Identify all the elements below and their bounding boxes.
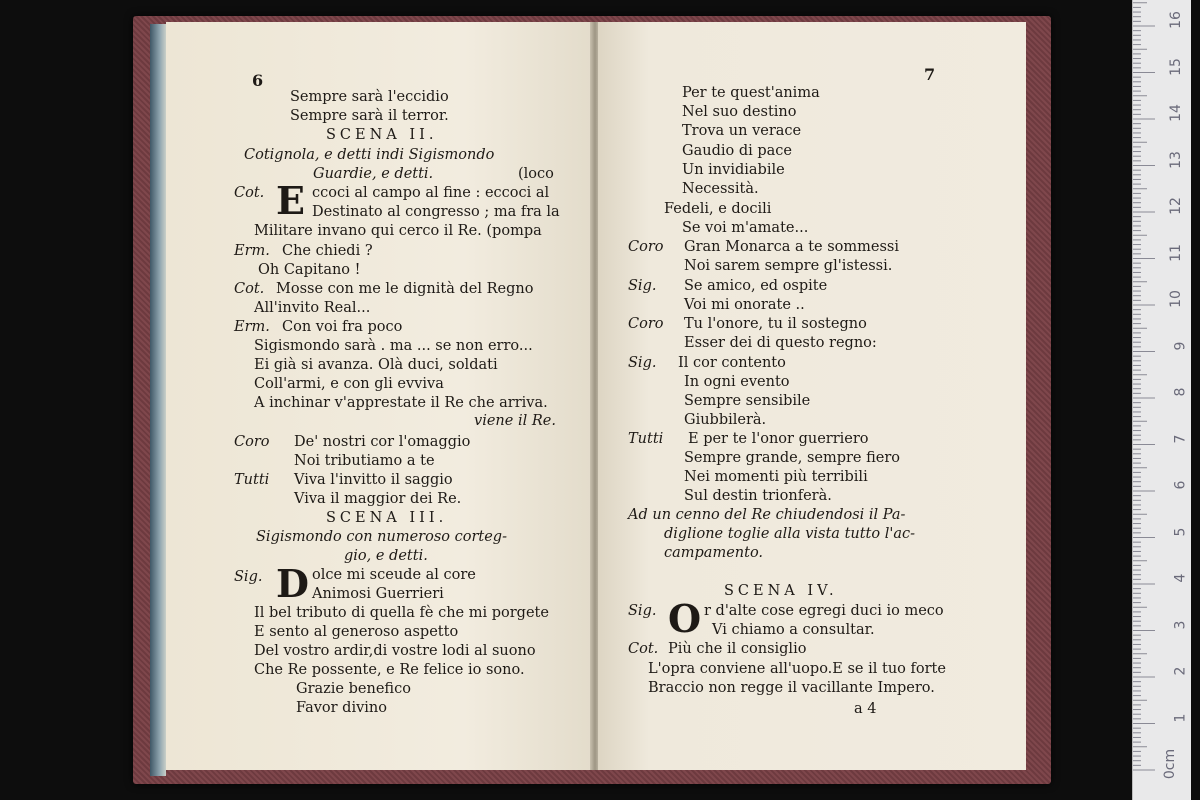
- ruler-label: 6: [1172, 480, 1189, 490]
- text-line: Grazie benefico: [296, 681, 411, 697]
- ruler-label: 15: [1168, 57, 1185, 76]
- text-line: Viva l'invitto il saggio: [294, 472, 453, 488]
- text-line: In ogni evento: [684, 374, 790, 390]
- text-line: Nei momenti più terribili: [684, 469, 868, 485]
- speaker-label: Sig.: [628, 603, 657, 619]
- ruler-label: 9: [1172, 341, 1189, 350]
- text-line: olce mi sceude al core: [312, 567, 476, 583]
- text-line: ccoci al campo al fine : eccoci al: [312, 185, 550, 201]
- text-line: Animosi Guerrieri: [312, 586, 444, 602]
- speaker-label: Sig.: [628, 278, 657, 294]
- ruler-label: 12: [1168, 197, 1185, 215]
- text-line: E sento al generoso aspetto: [254, 624, 459, 640]
- drop-cap: O: [668, 596, 702, 641]
- text-line: Del vostro ardir,di vostre lodi al suono: [254, 643, 536, 659]
- text-line: Il cor contento: [678, 355, 786, 371]
- text-line: Nel suo destino: [682, 104, 797, 120]
- text-line: Con voi fra poco: [282, 319, 403, 335]
- text-line: (loco: [518, 166, 554, 182]
- speaker-label: Erm.: [234, 319, 270, 335]
- scene-heading: SCENA II.: [326, 127, 438, 143]
- text-line: Noi sarem sempre gl'istessi.: [684, 258, 893, 274]
- speaker-label: Tutti: [628, 431, 664, 447]
- speaker-label: Coro: [234, 434, 270, 450]
- text-line: Se voi m'amate...: [682, 220, 809, 236]
- speaker-label: Cot.: [234, 185, 265, 201]
- text-line: Braccio non regge il vacillante Impero.: [648, 680, 935, 696]
- ruler-label: 8: [1172, 387, 1189, 397]
- ruler-label: 7: [1172, 434, 1189, 443]
- drop-cap: D: [276, 561, 309, 606]
- ruler-label: 13: [1168, 150, 1185, 169]
- text-line: Ei già si avanza. Olà duci, soldati: [254, 357, 498, 373]
- book-spine-edge: [150, 24, 166, 776]
- stage-direction: Guardie, e detti.: [313, 166, 434, 182]
- text-line: r d'alte cose egregi duci io meco: [704, 603, 944, 619]
- speaker-label: Cot.: [234, 281, 265, 297]
- ruler-label: 4: [1172, 573, 1189, 583]
- text-line: Giubbilerà.: [684, 412, 767, 428]
- text-line: Sempre sarà l'eccidio: [290, 89, 449, 105]
- ruler-label: 2: [1172, 666, 1189, 676]
- speaker-label: Erm.: [234, 243, 270, 259]
- text-line: Oh Capitano !: [258, 262, 361, 278]
- speaker-label: Tutti: [234, 472, 270, 488]
- speaker-label: Coro: [628, 316, 664, 332]
- stage-direction: campamento.: [664, 545, 764, 561]
- text-line: Destinato al congresso ; ma fra la: [312, 204, 560, 220]
- stage-direction: gio, e detti.: [344, 548, 428, 564]
- text-line: Esser dei di questo regno:: [684, 335, 877, 351]
- text-line: Tu l'onore, tu il sostegno: [684, 316, 867, 332]
- text-line: Gran Monarca a te sommessi: [684, 239, 900, 255]
- speaker-label: Coro: [628, 239, 664, 255]
- speaker-label: Sig.: [628, 355, 657, 371]
- drop-cap: E: [276, 178, 305, 223]
- right-page: [598, 22, 1026, 770]
- ruler-label: 1: [1172, 713, 1189, 722]
- scene-heading: SCENA IV.: [724, 583, 838, 599]
- text-line: Mosse con me le dignità del Regno: [276, 281, 534, 297]
- ruler-label: 3: [1172, 620, 1189, 629]
- ruler-label: 5: [1172, 527, 1189, 536]
- text-line: Che Re possente, e Re felice io sono.: [254, 662, 525, 678]
- measuring-ruler: [1132, 0, 1191, 800]
- text-line: Vi chiamo a consultar.: [712, 622, 875, 638]
- text-line: Noi tributiamo a te: [294, 453, 435, 469]
- stage-direction: viene il Re.: [474, 413, 556, 429]
- ruler-label: 0cm: [1161, 748, 1178, 780]
- text-line: Voi mi onorate ..: [684, 297, 805, 313]
- text-line: Sempre sarà il terror.: [290, 108, 449, 124]
- text-line: L'opra conviene all'uopo.E se il tuo forte: [648, 661, 946, 677]
- scene-heading: SCENA III.: [326, 510, 448, 526]
- speaker-label: Sig.: [234, 569, 263, 585]
- text-line: Viva il maggior dei Re.: [294, 491, 462, 507]
- text-line: Favor divino: [296, 700, 388, 716]
- text-line: Se amico, ed ospite: [684, 278, 828, 294]
- text-line: Sul destin trionferà.: [684, 488, 832, 504]
- ruler-label: 11: [1168, 243, 1185, 262]
- ruler-label: 16: [1168, 11, 1185, 29]
- page-number: 7: [924, 65, 936, 84]
- text-line: E per te l'onor guerriero: [688, 431, 869, 447]
- text-line: Che chiedi ?: [282, 243, 373, 259]
- text-line: Coll'armi, e con gli evviva: [254, 376, 444, 392]
- text-line: Fedeli, e docili: [664, 201, 772, 217]
- ruler-label: 14: [1168, 104, 1185, 122]
- stage-direction: Cotignola, e detti indi Sigismondo: [244, 147, 495, 163]
- left-page: [166, 22, 592, 770]
- text-line: Necessità.: [682, 181, 759, 197]
- text-line: Il bel tributo di quella fè che mi porgete: [254, 605, 549, 621]
- text-line: Trova un verace: [682, 123, 802, 139]
- text-line: All'invito Real...: [254, 300, 371, 316]
- text-line: De' nostri cor l'omaggio: [294, 434, 471, 450]
- ruler-label: 10: [1168, 290, 1185, 308]
- text-line: Sempre sensibile: [684, 393, 811, 409]
- text-line: A inchinar v'apprestate il Re che arriva.: [254, 395, 548, 411]
- text-line: Militare invano qui cerco il Re. (pompa: [254, 223, 542, 239]
- text-line: Sigismondo sarà . ma ... se non erro...: [254, 338, 533, 354]
- text-line: Gaudio di pace: [682, 143, 792, 159]
- text-line: Sempre grande, sempre fiero: [684, 450, 901, 466]
- stage-direction: diglione toglie alla vista tutto l'ac-: [664, 526, 916, 542]
- stage-direction: Ad un cenno del Re chiudendosi il Pa-: [628, 507, 906, 523]
- speaker-label: Cot.: [628, 641, 659, 657]
- signature-mark: a 4: [854, 701, 877, 717]
- page-number: 6: [252, 71, 264, 90]
- stage-direction: Sigismondo con numeroso corteg-: [256, 529, 507, 545]
- text-line: Un invidiabile: [682, 162, 785, 178]
- text-line: Più che il consiglio: [668, 641, 807, 657]
- text-line: Per te quest'anima: [682, 85, 820, 101]
